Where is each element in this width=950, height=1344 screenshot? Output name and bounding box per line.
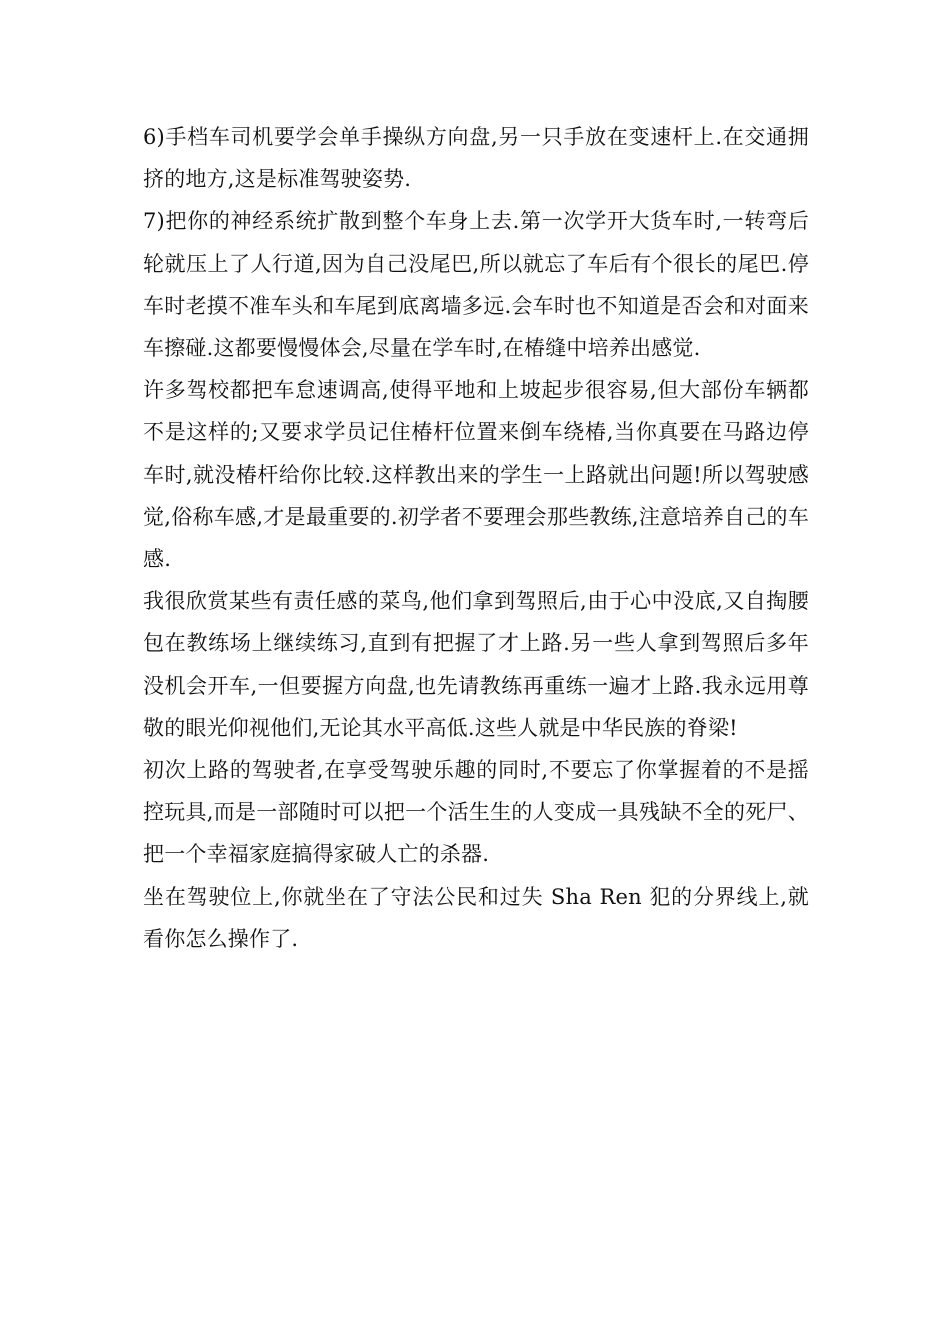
- paragraph-first-time-driver: 初次上路的驾驶者,在享受驾驶乐趣的同时,不要忘了你掌握着的不是摇控玩具,而是一部随时可以把一个活生生的人变成一具残缺不全的死尸、把一个幸福家庭搞得家破人亡的杀器.: [143, 758, 809, 867]
- paragraph-6-gear-shift: 6)手档车司机要学会单手操纵方向盘,另一只手放在变速杆上.在交通拥挤的地方,这是标准驾驶姿势.: [143, 125, 809, 192]
- paragraph-driver-seat: 坐在驾驶位上,你就坐在了守法公民和过失 Sha Ren 犯的分界线上,就看你怎么操作了.: [143, 884, 809, 951]
- document-body: [143, 116, 809, 960]
- paragraph-7-vehicle-sense: 7)把你的神经系统扩散到整个车身上去.第一次学开大货车时,一转弯后轮就压上了人行道,因为自己没尾巴,所以就忘了车后有个很长的尾巴.停车时老摸不准车头和车尾到底离墙多远.会车时也不知道是否会和对面来车擦碰.这都要慢慢体会,尽量在学车时,在椿缝中培养出感觉.: [143, 209, 809, 361]
- paragraph-driving-school: 许多驾校都把车怠速调高,使得平地和上坡起步很容易,但大部份车辆都不是这样的;又要求学员记住椿杆位置来倒车绕椿,当你真要在马路边停车时,就没椿杆给你比较.这样教出来的学生一上路就出问题!所以驾驶感觉,俗称车感,才是最重要的.初学者不要理会那些教练,注意培养自己的车感.: [143, 378, 809, 572]
- paragraph-responsible-novice: 我很欣赏某些有责任感的菜鸟,他们拿到驾照后,由于心中没底,又自掏腰包在教练场上继续练习,直到有把握了才上路.另一些人拿到驾照后多年没机会开车,一但要握方向盘,也先请教练再重练一遍才上路.我永远用尊敬的眼光仰视他们,无论其水平高低.这些人就是中华民族的脊梁!: [143, 589, 809, 740]
